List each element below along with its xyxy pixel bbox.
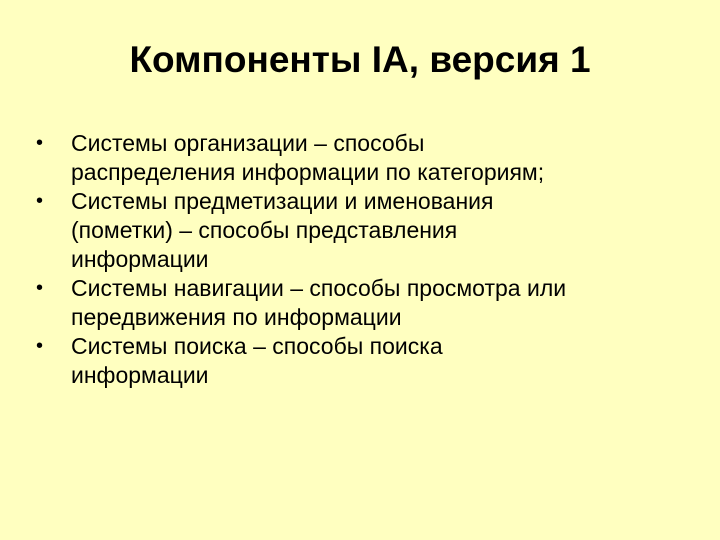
bullet-item <box>36 332 706 390</box>
bullet-text-line: информации <box>71 362 209 388</box>
bullet-text-line: (пометки) – способы представления <box>71 217 458 243</box>
slide-title: Компоненты IA, версия 1 <box>129 39 591 80</box>
bullet-icon: • <box>36 132 44 154</box>
bullet-text-line: Системы предметизации и именования <box>71 188 494 214</box>
bullet-list <box>36 129 706 390</box>
bullet-text-line: Системы организации – способы <box>71 130 425 156</box>
bullet-text-line: Системы навигации – способы просмотра или <box>71 275 567 301</box>
bullet-text-line: передвижения по информации <box>71 304 402 330</box>
bullet-icon: • <box>36 277 44 299</box>
bullet-item <box>36 129 706 187</box>
bullet-text-line: Системы поиска – способы поиска <box>71 333 443 359</box>
bullet-text-line: информации <box>71 246 209 272</box>
bullet-item <box>36 187 706 274</box>
bullet-item <box>36 274 706 332</box>
bullet-text-line: распределения информации по категориям; <box>71 159 545 185</box>
bullet-icon: • <box>36 190 44 212</box>
bullet-icon: • <box>36 335 44 357</box>
